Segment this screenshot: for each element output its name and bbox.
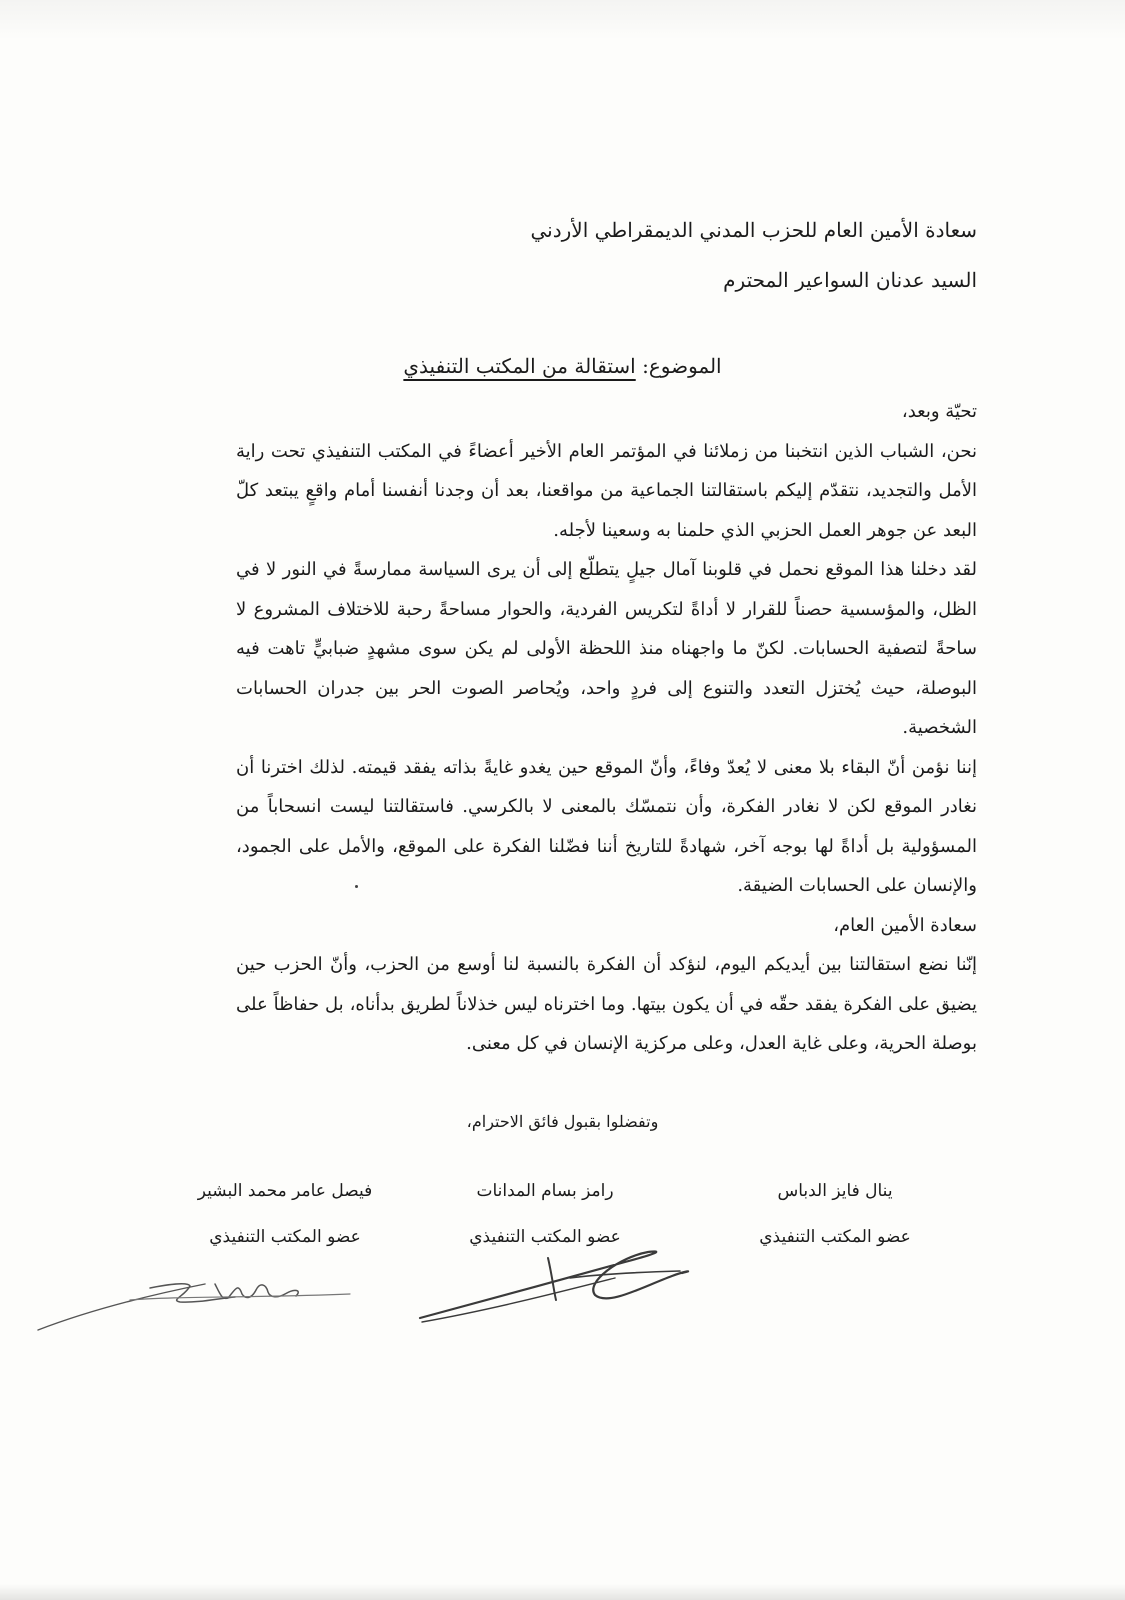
paragraph-1: نحن، الشباب الذين انتخبنا من زملائنا في المؤتمر العام الأخير أعضاءً في المكتب التنفيذي تحت راية الأمل والتجديد، نتقدّم إليكم باستقالتنا الجماعية من مواقعنا، بعد أن وجدنا أنفسنا أمام واقعٍ يبتعد كلّ البعد عن جوهر العمل الحزبي الذي حلمنا به وسعينا لأجله.	[236, 440, 977, 541]
signoff: وتفضلوا بقبول فائق الاحترام،	[466, 1112, 659, 1131]
paragraph-3: إننا نؤمن أنّ البقاء بلا معنى لا يُعدّ وفاءً، وأنّ الموقع حين يغدو غايةً بذاته يفقد قيمته. لذلك اخترنا أن نغادر الموقع لكن لا نغادر الفكرة، وأن نتمسّك بالمعنى لا بالكرسي. فاستقالتنا ليست انسحاباً من المسؤولية بل أداةً لها بوجه آخر، شهادةً للتاريخ أننا فضّلنا الفكرة على الموقع، والأمل على الجمود، والإنسان على الحسابات الضيقة.	[236, 756, 977, 896]
signatory-1	[705, 1168, 965, 1260]
greeting: تحيّة وبعد،	[901, 401, 977, 422]
subject-text: استقالة من المكتب التنفيذي	[403, 354, 636, 378]
recipient-name: السيد عدنان السواعير المحترم	[723, 268, 977, 292]
recipient-title: سعادة الأمين العام للحزب المدني الديمقراطي الأردني	[530, 218, 977, 242]
letter-body	[236, 392, 977, 1064]
closing-paragraph: إنّنا نضع استقالتنا بين أيديكم اليوم، لنؤكد أن الفكرة بالنسبة لنا أوسع من الحزب، وأنّ الحزب حين يضيق على الفكرة يفقد حقّه في أن يكون بيتها. وما اخترناه ليس خذلاناً لطريق بدأناه، بل حفاظاً على بوصلة الحرية، وعلى غاية العدل، وعلى مركزية الإنسان في كل معنى.	[236, 954, 977, 1054]
subject-line	[0, 354, 1125, 378]
subject-label: الموضوع:	[642, 354, 722, 378]
recipient-block	[377, 205, 977, 305]
paragraph-2: لقد دخلنا هذا الموقع نحمل في قلوبنا آمال جيلٍ يتطلّع إلى أن يرى السياسة ممارسةً في النور لا في الظل، والمؤسسية حصناً للقرار لا أداةً لتكريس الفردية، والحوار مساحةً رحبة للاختلاف المشروع لا ساحةً لتصفية الحسابات. لكنّ ما واجهناه منذ اللحظة الأولى لم يكن سوى مشهدٍ ضبابيٍّ تاهت فيه البوصلة، حيث يُختزل التعدد والتنوع إلى فردٍ واحد، ويُحاصر الصوت الحر بين جدران الحسابات الشخصية.	[236, 559, 977, 738]
scan-speck	[355, 885, 358, 888]
scan-shadow-bottom	[0, 1584, 1125, 1600]
handwritten-signature-3	[30, 1270, 370, 1340]
signatory-name: رامز بسام المدانات	[476, 1181, 614, 1201]
second-address: سعادة الأمين العام،	[833, 914, 977, 936]
signatory-role: عضو المكتب التنفيذي	[209, 1227, 361, 1247]
signatory-role: عضو المكتب التنفيذي	[759, 1227, 911, 1247]
signatory-3	[155, 1168, 415, 1260]
signatory-name: فيصل عامر محمد البشير	[197, 1181, 373, 1201]
signatory-role: عضو المكتب التنفيذي	[469, 1227, 621, 1247]
scan-shadow-top	[0, 0, 1125, 40]
signatory-name: ينال فايز الدباس	[777, 1181, 893, 1201]
handwritten-signature-2	[410, 1240, 710, 1330]
